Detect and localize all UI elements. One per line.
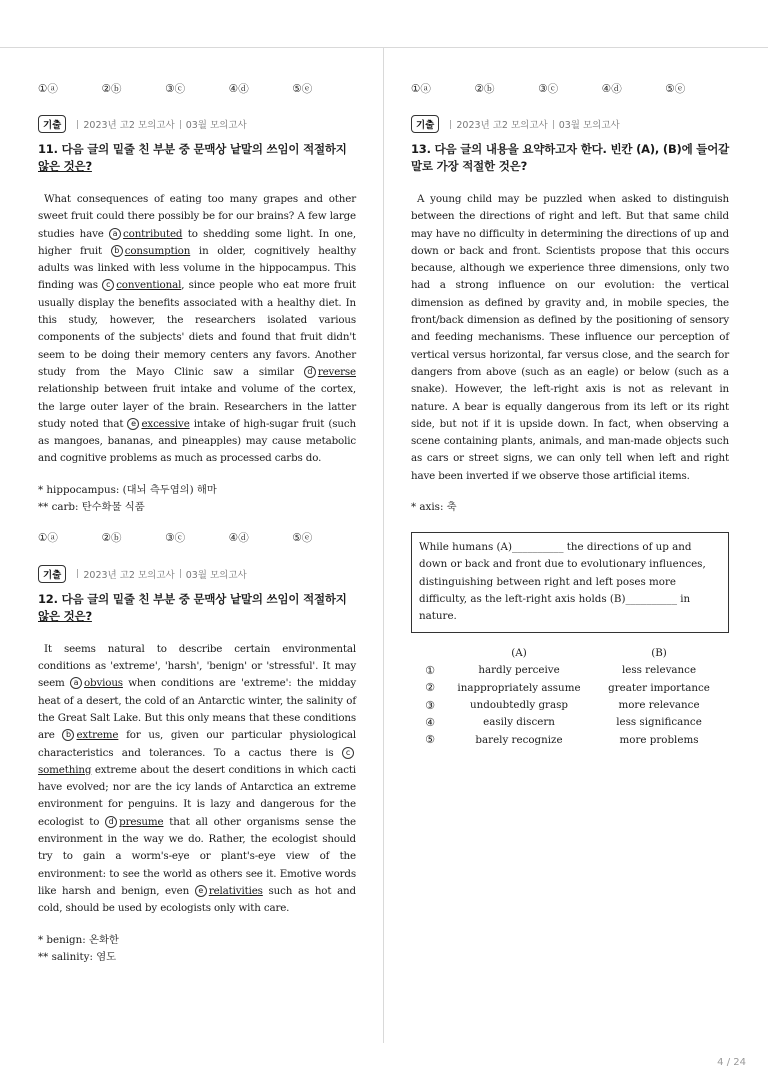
choice-5[interactable]: ⑤ⓔ	[292, 532, 313, 545]
choice-4[interactable]: ④ⓓ	[601, 82, 622, 95]
q13-options-table	[411, 645, 729, 749]
mark-c: c	[102, 279, 114, 291]
header-rule	[0, 47, 768, 48]
mark-c: c	[342, 747, 354, 759]
answer-choices-q11	[38, 530, 356, 546]
q13-source	[411, 116, 729, 132]
option-row[interactable]: ③ undoubtedly grasp more relevance	[425, 698, 700, 712]
q12-badge: 기출	[38, 565, 66, 583]
mark-b: b	[111, 245, 123, 257]
q11-notes: * hippocampus: (대뇌 측두엽의) 해마 ** carb: 탄수화물 식품	[38, 483, 217, 513]
choice-2[interactable]: ②ⓑ	[101, 532, 122, 545]
mark-b: b	[62, 729, 74, 741]
column-a-header: (A)	[511, 647, 527, 660]
mark-d: d	[105, 816, 117, 828]
option-row[interactable]: ② inappropriately assume greater importance	[425, 681, 710, 695]
q11-title: 11. 다음 글의 밑줄 친 부분 중 문맥상 낱말의 쓰임이 적절하지 않은 것은?	[38, 142, 347, 173]
mark-a: a	[70, 677, 82, 689]
q12-source	[38, 566, 356, 582]
choice-1[interactable]: ①ⓐ	[411, 82, 431, 95]
option-row[interactable]: ④ easily discern less significance	[425, 715, 702, 729]
answer-choices-q10	[38, 80, 356, 96]
q13-source-exam: 2023년 고2 모의고사	[456, 120, 548, 131]
option-row[interactable]: ① hardly perceive less relevance	[425, 663, 697, 677]
choice-3[interactable]: ③ⓒ	[538, 82, 559, 95]
choice-2[interactable]: ②ⓑ	[101, 82, 122, 95]
option-row[interactable]: ⑤ barely recognize more problems	[425, 733, 699, 747]
q12-source-month: 03월 모의고사	[185, 569, 247, 581]
q12-source-exam: 2023년 고2 모의고사	[83, 569, 175, 581]
mark-e: e	[195, 885, 207, 897]
choice-1[interactable]: ①ⓐ	[38, 82, 58, 95]
answer-choices-q12	[411, 80, 729, 96]
q13-notes: * axis: 축	[411, 501, 457, 514]
q11-source-exam: 2023년 고2 모의고사	[83, 120, 175, 131]
choice-5[interactable]: ⑤ⓔ	[292, 82, 313, 95]
mark-e: e	[127, 418, 139, 430]
choice-2[interactable]: ②ⓑ	[474, 82, 495, 95]
options-header	[411, 645, 729, 662]
choice-4[interactable]: ④ⓓ	[228, 532, 249, 545]
q12-title: 12. 다음 글의 밑줄 친 부분 중 문맥상 낱말의 쓰임이 적절하지 않은 것은?	[38, 591, 347, 623]
q13-passage: A young child may be puzzled when asked to distinguish between the directions of right and left. But that same child may have no difficulty in determining the directions of up and down or back and front. Scientists propose that this occurs because, although we experience three dimensions, only two had a strong influence on our evolution: the vertical dimension as defined by gravity and, in mobile species, the front/back dimension as defined by the positioning of sensory and feeding mechanisms. These influence our perception of vertical versus horizontal, far versus close, and the search for dangers from above (such as an eagle) or below (such as a snake). However, the left-right axis is not as relevant in nature. A bear is equally dangerous from its left or its right side, but not if it is upside down. In fact, when observing a scene containing plants, animals, and man-made objects such as cars or street signs, we can only tell when left and right have been inverted if we observe those artificial items.	[411, 193, 729, 482]
q12-passage: It seems natural to describe certain environmental conditions as 'extreme', 'harsh', 'benign' or 'stressful'. It may seem a obvious when conditions are 'extreme': the midday heat of a desert, the cold of an Antarctic winter, the salinity of the Great Salt Lake. But this only means that these conditions are b extreme for us, given our particular physiological characteristics and tolerances. To a cactus there is csomething extreme about the desert conditions in which cacti have evolved; nor are the icy lands of Antarctica an extreme environment for penguins. It is lazy and dangerous for the ecologist to d presume that all other organisms sense the environment in the way we do. Rather, the ecologist should try to gain a worm's-eye or plant's-eye view of the environment: to see the world as others see it. Emotive words like harsh and benign, even e relativities such as hot and cold, should be used by ecologists only with care.	[38, 642, 356, 915]
q12-notes: * benign: 온화한 ** salinity: 염도	[38, 933, 119, 963]
column-divider	[383, 48, 384, 1043]
q11-badge: 기출	[38, 115, 66, 133]
q13-title: 13. 다음 글의 내용을 요약하고자 한다. 빈칸 (A), (B)에 들어갈 말로 가장 적절한 것은?	[411, 142, 730, 173]
mark-d: d	[304, 366, 316, 378]
column-b-header: (B)	[651, 647, 667, 660]
choice-3[interactable]: ③ⓒ	[165, 532, 186, 545]
choice-4[interactable]: ④ⓓ	[228, 82, 249, 95]
q11-source	[38, 116, 356, 132]
q13-summary-box: While humans (A)__________ the directions of up and down or back and front due to evolutionary influences, distinguishing between right and left poses more difficulty, as the left-right axis holds (B)__________ in nature.	[411, 532, 729, 632]
q13-badge: 기출	[411, 115, 439, 133]
q11-passage: What consequences of eating too many grapes and other sweet fruit could there possibly be for our brains? A few large studies have a contributed to shedding some light. In one, higher fruit b consumption in older, cognitively healthy adults was linked with less volume in the hippocampus. This finding was c conventional, since people who eat more fruit usually display the benefits associated with a healthy diet. In this study, however, the researchers isolated various components of the subjects' diets and found that fruit didn't seem to be doing their memory centers any favors. Another study from the Mayo Clinic saw a similar d reverse relationship between fruit intake and volume of the cortex, the large outer layer of the brain. Researchers in the latter study noted that e excessive intake of high-sugar fruit (such as mangoes, bananas, and pineapples) may cause metabolic and cognitive problems as much as processed carbs do.	[38, 193, 356, 465]
mark-a: a	[109, 228, 121, 240]
choice-3[interactable]: ③ⓒ	[165, 82, 186, 95]
left-column	[38, 80, 356, 966]
choice-1[interactable]: ①ⓐ	[38, 532, 58, 545]
q11-source-month: 03월 모의고사	[185, 120, 247, 131]
page-number: 4 / 24	[717, 1057, 746, 1068]
q13-source-month: 03월 모의고사	[558, 120, 620, 131]
choice-5[interactable]: ⑤ⓔ	[665, 82, 686, 95]
right-column	[411, 80, 729, 748]
